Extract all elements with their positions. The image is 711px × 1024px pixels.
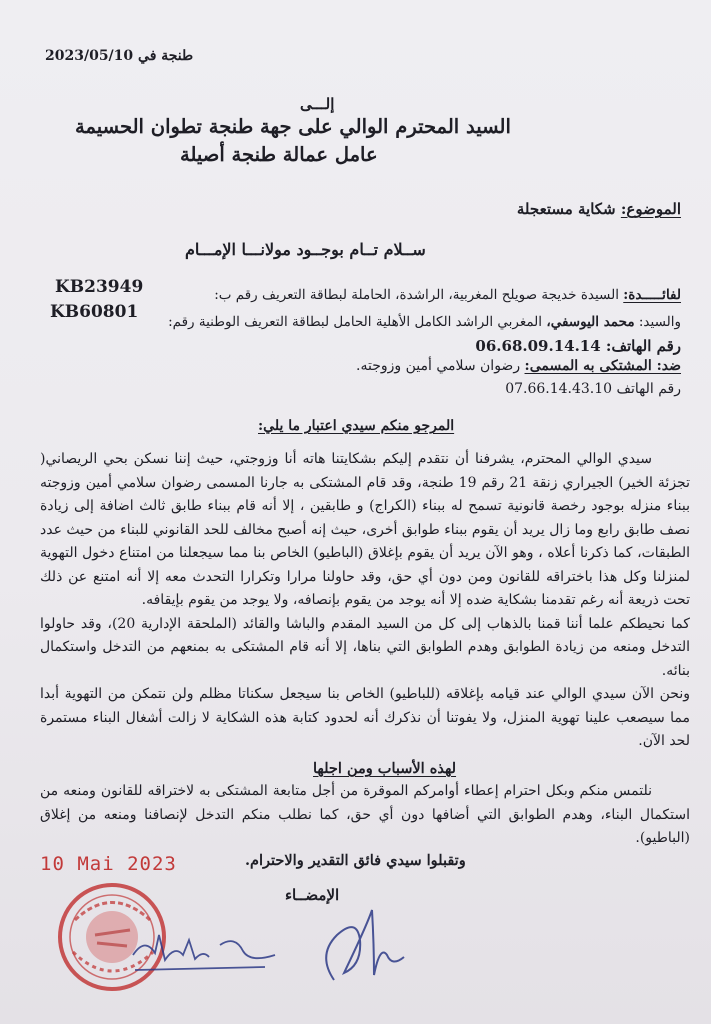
phone-number: 06.68.09.14.14 [475,337,601,355]
conclusion-block [40,780,690,851]
against-line [356,358,681,374]
second-party-name: محمد اليوسفي، [546,314,635,330]
second-party-label: والسيد: [638,314,681,330]
phone2-number: 07.66.14.43.10 [505,381,613,397]
signature-1 [125,915,285,985]
body-paragraph-3: ونحن الآن سيدي الوالي عند قيامه بإغلاقه (للباطيو) الخاص بنا سيجعل سكناتا مظلم ولن نتمكن من التهوية أبدا مما سيصعب علينا تهوية المنزل، ولا يفوتنا أن نذكرك أنه لحدود كتابة هذه الشكاية لا زالت أشغال البناء مستمرة لحد الآن. [40,686,690,749]
greeting: ســلام تــام بوجــود مولانـــا الإمـــام [185,240,426,259]
subject-line [517,200,681,218]
body-paragraph-2: كما نحيطكم علما أننا قمنا بالذهاب إلى كل من السيد المقدم والباشا والقائد (الملحقة الإدارية 20)، وقد حاولوا التدخل ومنعه من زيادة الطوابق وهدم الطوابق التي بناها، إلا أنه قام المشتكى به بمنعهم من التدخل واستكمال بنائه. [40,615,690,679]
request-heading: المرجو منكم سيدي اعتبار ما يلي: [258,418,455,434]
body-paragraph-1: سيدي الوالي المحترم، يشرفنا أن نتقدم إليكم بشكايتنا هاته أنا وزوجتي، حيث إننا نسكن بحي الريصاني( تجزئة الخير) الجيراري زنقة 21 رقم 19 طنجة، وقد قام المشتكى به جارنا المسمى رضوان سلامي أمين وزوجته ببناء منزله بوجود رخصة قانونية تسمح له ببناء (الكراج) و طابقين ، إلا أنه قام ببناء طابق ثالث اضافة إلى زيادة نصف طابق رابع وما زال يريد أن يقوم ببناء طوابق أخرى، حيث إنه أصبح مخالف للحد القانوني للبناء من حيث عدد الطبقات، كما ذكرنا أعلاه ، وهو الآن يريد أن يقوم بإغلاق (الباطيو) الخاص بنا مما سيجعلنا من امتناع دخول التهوية لمنزلنا وكل هذا باختراقه للقانون ومن دون أي حق، وقد حاولنا مرارا وتكرارا التحدث معه إلا أنه امتنع عن ذلك تحت ذريعة أنه رغم تقدمنا بشكاية ضده إلا أنه يوجد من يقوم بإنصافه، ولا يوجد من يقوم بإيقافه. [40,451,690,608]
conclusion-paragraph: نلتمس منكم وبكل احترام إعطاء أوامركم الموقرة من أجل متابعة المشتكى به لاختراقه للقانون ومنعه من استكمال البناء، وهدم الطوابق التي أضافها دون أي حق، كما نطلب منكم التدخل لإنصافنا ومنعه من إغلاق (الباطيو). [40,783,690,846]
beneficiary-text: السيدة خديجة صويلح المغربية، الراشدة، الحاملة لبطاقة التعريف رقم ب: [214,287,619,303]
letter-body [40,448,690,754]
id-card-1: KB23949 [55,277,144,297]
subject-value: شكاية مستعجلة [516,200,616,218]
reasons-heading: لهذه الأسباب ومن اجلها [313,760,457,777]
received-date-stamp: 10 Mai 2023 [40,853,177,875]
beneficiary-label: لفائـــــدة: [623,287,681,303]
phone2-label: رقم الهاتف [616,381,681,397]
second-party-line [168,314,681,330]
recipient-line-2: عامل عمالة طنجة أصيلة [180,143,378,166]
against-label: ضد: المشتكى به المسمى: [524,358,681,374]
phone-line [475,337,681,355]
beneficiary-line [214,287,681,303]
phone-label: رقم الهاتف: [605,337,681,355]
letter-date: طنجة في 2023/05/10 [45,48,194,64]
signature-label: الإمضــاء [285,886,340,904]
second-party-text: المغربي الراشد الكامل الأهلية الحامل لبطاقة التعريف الوطنية رقم: [168,314,543,330]
closing-line: وتقبلوا سيدي فائق التقدير والاحترام. [245,852,466,869]
signature-2 [312,895,412,995]
recipient-to: إلـــى [300,95,335,113]
against-text: رضوان سلامي أمين وزوجته. [356,358,521,374]
recipient-line-1: السيد المحترم الوالي على جهة طنجة تطوان الحسيمة [75,115,511,138]
phone2-line [505,381,681,397]
subject-label: الموضوع: [620,200,681,218]
id-card-2: KB60801 [50,302,139,322]
